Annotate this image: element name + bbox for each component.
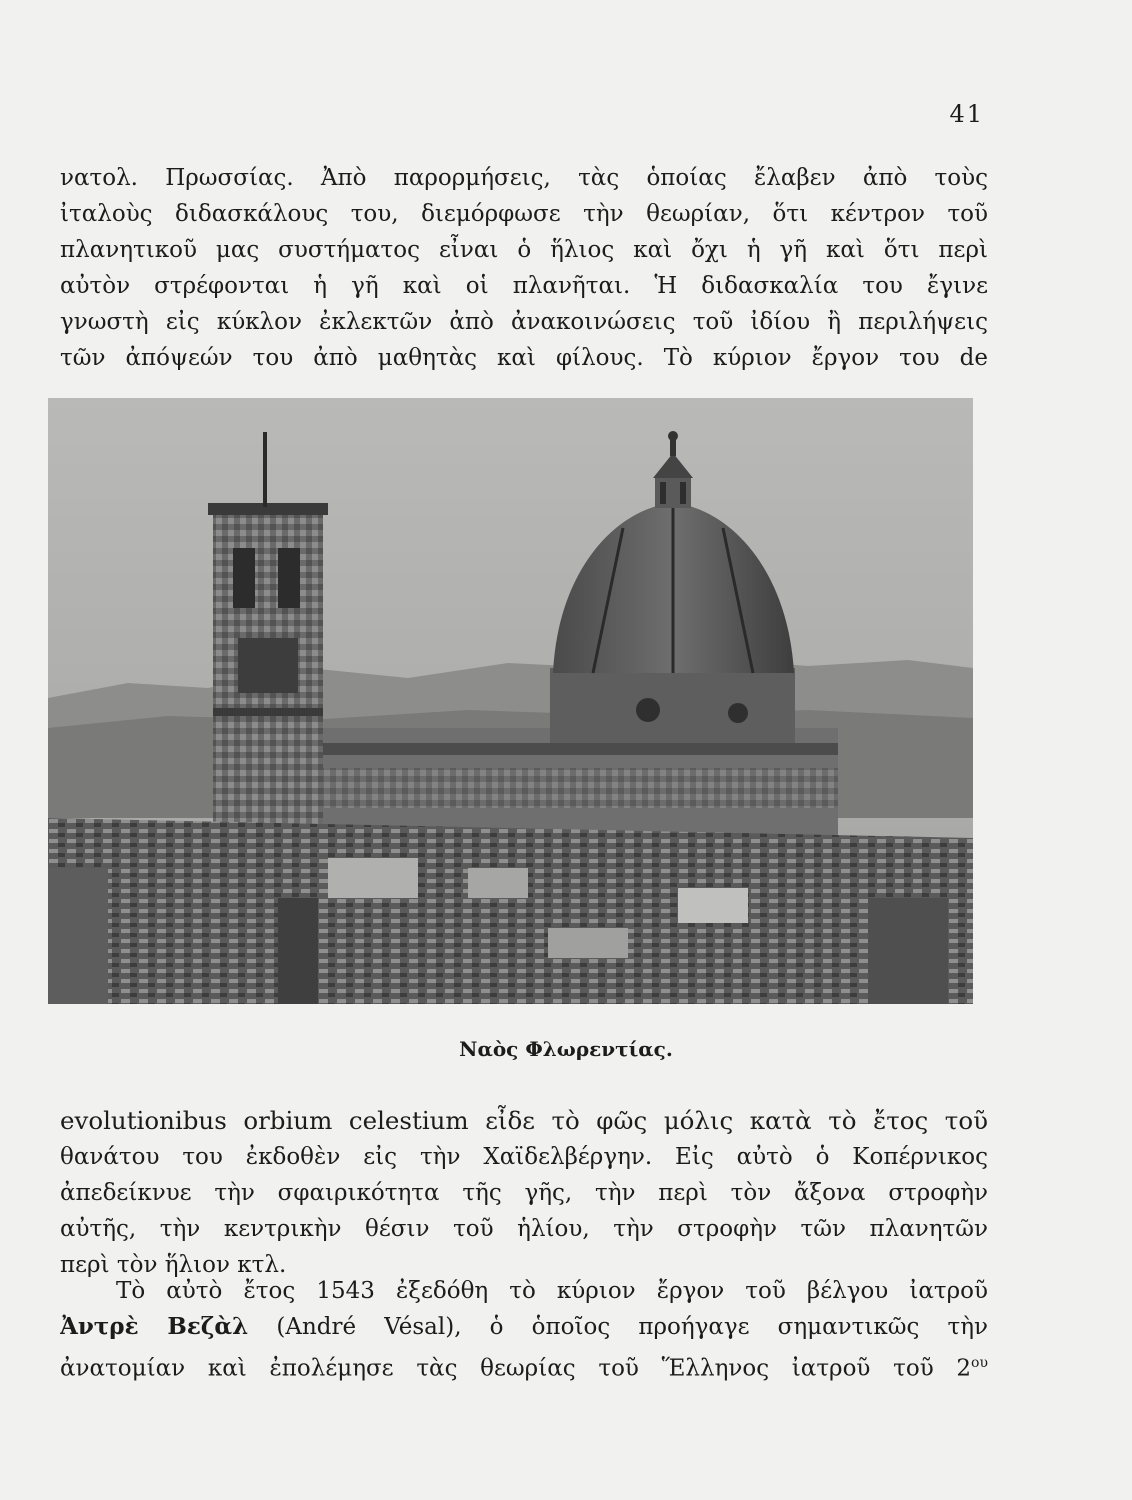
text-line: αὐτῆς, τὴν κεντρικὴν θέσιν τοῦ ἡλίου, τὴν στροφὴν τῶν πλανητῶν (60, 1216, 988, 1242)
text-line: νατολ. Πρωσσίας. Ἀπὸ παρορμήσεις, τὰς ὁποίας ἔλαβεν ἀπὸ τοὺς (60, 165, 988, 191)
name-vesalius: Ἀντρὲ Βεζὰλ (60, 1313, 249, 1340)
text-fragment: (André Vésal), ὁ ὁποῖος προήγαγε σημαντικῶς τὴν (248, 1314, 988, 1340)
figure-caption: Ναὸς Φλωρεντίας. (459, 1037, 673, 1061)
cathedral-illustration (48, 398, 973, 1004)
text-line: περὶ τὸν ἥλιον κτλ. (60, 1252, 287, 1278)
text-line: ἰταλοὺς διδασκάλους του, διεμόρφωσε τὴν θεωρίαν, ὅτι κέντρον τοῦ (60, 201, 988, 227)
paragraph-3 (60, 1273, 988, 1381)
text-line: θανάτου του ἐκδοθὲν εἰς τὴν Χαϊδελβέργην. Εἰς αὐτὸ ὁ Κοπέρνικος (60, 1144, 988, 1170)
text-line (60, 1309, 988, 1345)
text-line: ἀπεδείκνυε τὴν σφαιρικότητα τῆς γῆς, τὴν περὶ τὸν ἄξονα στροφὴν (60, 1180, 988, 1206)
paragraph-1 (60, 160, 988, 376)
text-line (60, 1345, 988, 1381)
superscript: ου (971, 1355, 988, 1371)
text-fragment: Τὸ αὐτὸ ἔτος 1543 ἐξεδόθη τὸ κύριον ἔργον τοῦ βέλγου ἰατροῦ (116, 1278, 988, 1304)
text-fragment: ἀνατομίαν καὶ ἐπολέμησε τὰς θεωρίας τοῦ Ἕλληνος ἰατροῦ τοῦ 2 (60, 1355, 972, 1381)
text-line: πλανητικοῦ μας συστήματος εἶναι ὁ ἥλιος καὶ ὄχι ἡ γῆ καὶ ὅτι περὶ (60, 237, 988, 263)
text-line: evolutionibus orbium celestium εἶδε τὸ φῶς μόλις κατὰ τὸ ἔτος τοῦ (60, 1106, 988, 1135)
paragraph-2 (60, 1103, 988, 1283)
text-line: γνωστὴ εἰς κύκλον ἐκλεκτῶν ἀπὸ ἀνακοινώσεις τοῦ ἰδίου ἢ περιλήψεις (60, 309, 988, 335)
page-number: 41 (949, 100, 984, 128)
text-line: τῶν ἀπόψεών του ἀπὸ μαθητὰς καὶ φίλους. Τὸ κύριον ἔργον του de (60, 345, 988, 371)
text-line: αὐτὸν στρέφονται ἡ γῆ καὶ οἱ πλανῆται. Ἡ διδασκαλία του ἔγινε (60, 273, 988, 299)
text-line (60, 1273, 988, 1309)
florence-cathedral-photo (48, 398, 973, 1004)
